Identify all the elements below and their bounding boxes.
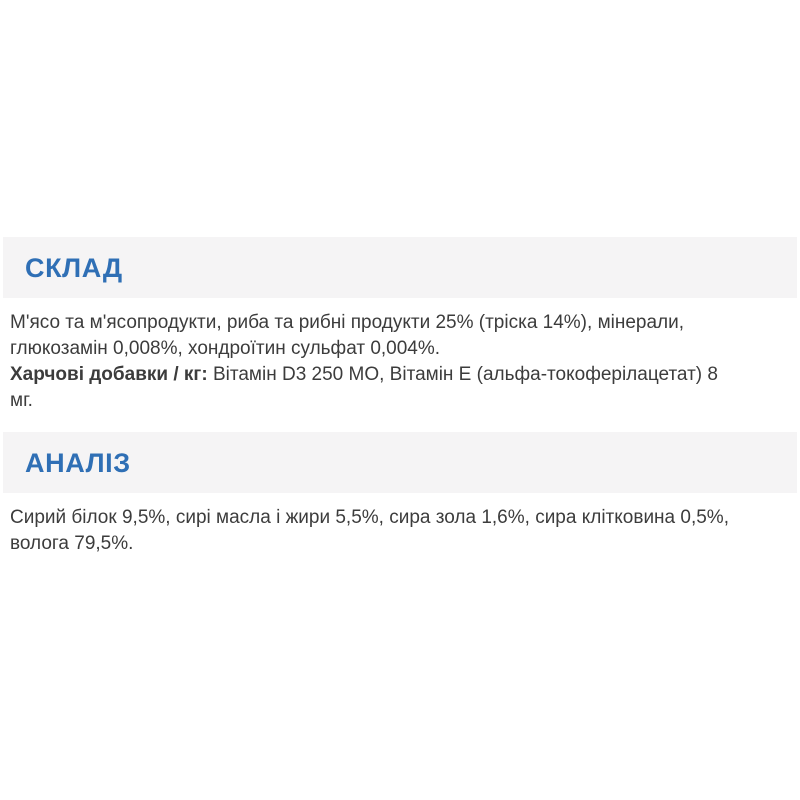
analysis-header-bar [3, 432, 797, 493]
composition-line-4: мг. [10, 390, 33, 411]
composition-text [0, 310, 800, 414]
composition-section [0, 237, 800, 414]
analysis-section [0, 432, 800, 557]
composition-additives-line [10, 362, 790, 388]
composition-header-bar [3, 237, 797, 298]
composition-line-2: глюкозамін 0,008%, хондроїтин сульфат 0,004%. [10, 338, 441, 359]
analysis-title: АНАЛІЗ [25, 447, 131, 478]
analysis-line-2: волога 79,5%. [10, 533, 134, 554]
composition-title: СКЛАД [25, 252, 123, 283]
additives-value: Вітамін D3 250 МО, Вітамін Е (альфа-токоферілацетат) 8 [207, 364, 718, 385]
analysis-text [0, 505, 800, 557]
additives-label: Харчові добавки / кг: [10, 364, 208, 385]
composition-line-1: М'ясо та м'ясопродукти, риба та рибні продукти 25% (тріска 14%), мінерали, [10, 312, 685, 333]
analysis-line-1: Сирий білок 9,5%, сирі масла і жири 5,5%, сира зола 1,6%, сира клітковина 0,5%, [10, 507, 729, 528]
